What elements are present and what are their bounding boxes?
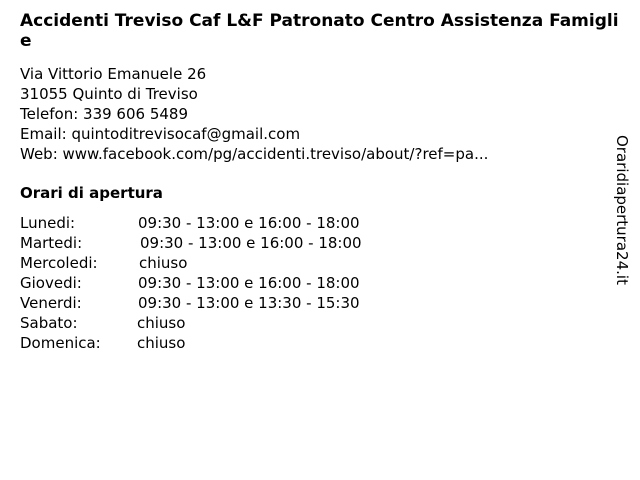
day-label: Venerdi: bbox=[20, 294, 82, 312]
time-value: 09:30 - 13:00 e 13:30 - 15:30 bbox=[138, 294, 360, 312]
time-value: chiuso bbox=[137, 334, 186, 352]
day-label: Sabato: bbox=[20, 314, 78, 332]
time-value: chiuso bbox=[137, 314, 186, 332]
day-label: Giovedi: bbox=[20, 274, 82, 292]
page-title: Accidenti Treviso Caf L&F Patronato Centro Assistenza Famiglie bbox=[20, 11, 619, 51]
time-value: 09:30 - 13:00 e 16:00 - 18:00 bbox=[138, 214, 360, 232]
hours-heading: Orari di apertura bbox=[20, 184, 163, 202]
day-label: Mercoledi: bbox=[20, 254, 98, 272]
time-value: 09:30 - 13:00 e 16:00 - 18:00 bbox=[140, 234, 362, 252]
day-label: Martedi: bbox=[20, 234, 83, 252]
time-value: 09:30 - 13:00 e 16:00 - 18:00 bbox=[138, 274, 360, 292]
city: 31055 Quinto di Treviso bbox=[20, 85, 198, 103]
time-value: chiuso bbox=[139, 254, 188, 272]
email: Email: quintoditrevisocaf@gmail.com bbox=[20, 125, 301, 143]
contact-info bbox=[20, 64, 488, 164]
phone: Telefon: 339 606 5489 bbox=[20, 105, 188, 123]
site-watermark: Oraridiapertura24.it bbox=[613, 135, 631, 285]
address: Via Vittorio Emanuele 26 bbox=[20, 65, 207, 83]
website: Web: www.facebook.com/pg/accidenti.treviso/about/?ref=pa... bbox=[20, 145, 489, 163]
day-label: Domenica: bbox=[20, 334, 101, 352]
day-label: Lunedi: bbox=[20, 214, 76, 232]
